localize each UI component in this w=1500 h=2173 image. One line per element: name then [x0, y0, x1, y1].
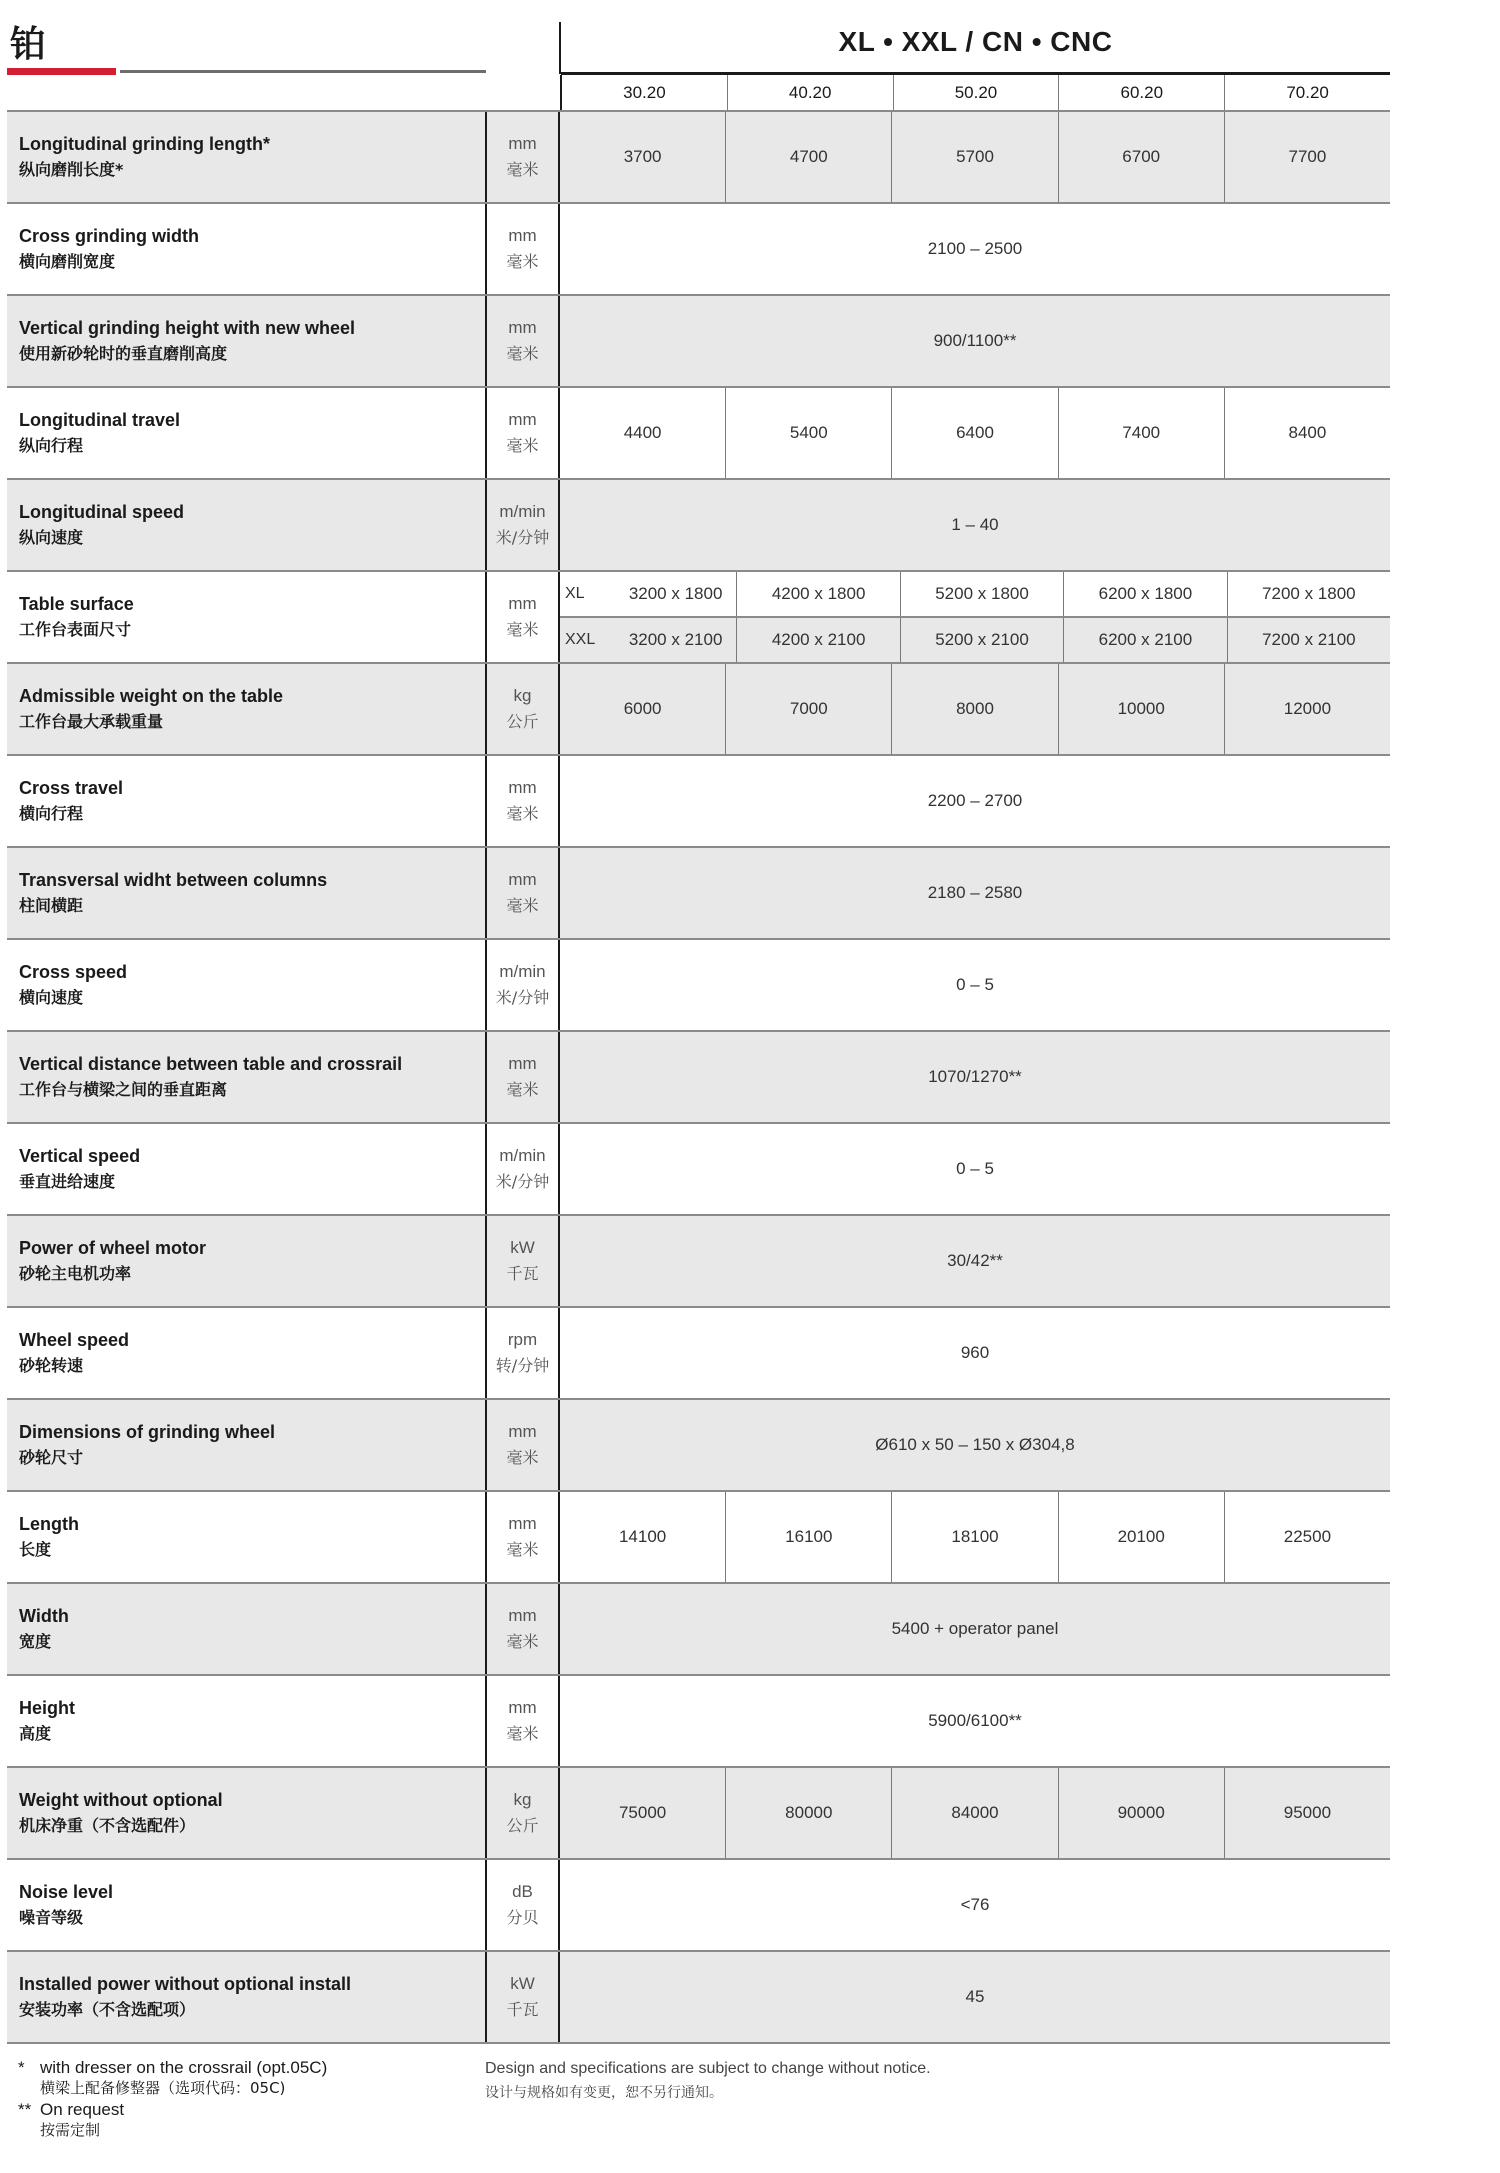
- value-cell: 6400: [891, 388, 1057, 478]
- spec-row: [7, 1398, 1390, 1490]
- value-cell: 4700: [725, 112, 891, 202]
- spec-unit: [485, 112, 560, 202]
- spec-label-en: Admissible weight on the table: [19, 686, 284, 706]
- spec-label: [7, 1216, 485, 1306]
- unit-zh: 毫米: [506, 1540, 539, 1559]
- spec-label-zh: 砂轮尺寸: [19, 1448, 84, 1467]
- spec-unit: [485, 940, 560, 1030]
- spec-label-zh: 砂轮主电机功率: [19, 1264, 132, 1283]
- unit-zh: 分贝: [506, 1908, 539, 1927]
- value-cell: 84000: [891, 1768, 1057, 1858]
- value-cell: 16100: [725, 1492, 891, 1582]
- page-title: 铂: [10, 24, 47, 65]
- spec-label-en: Longitudinal speed: [19, 502, 184, 522]
- value-text: 6200 x 1800: [1098, 584, 1193, 603]
- spec-unit: [485, 572, 560, 662]
- unit-en: mm: [508, 778, 537, 797]
- value-cell: 75000: [618, 1803, 667, 1822]
- value-cell: 6000: [623, 699, 662, 718]
- spec-label-zh: 横向速度: [19, 988, 84, 1007]
- footnote-mark: **: [18, 2100, 32, 2119]
- value-cell: 3700: [623, 147, 662, 166]
- value-text: 3200 x 2100: [628, 630, 723, 649]
- value-cell: [560, 618, 736, 662]
- value-cell: 95000: [1224, 1768, 1390, 1858]
- spec-label: [7, 112, 485, 202]
- spec-values: [560, 1952, 1390, 2042]
- spec-unit: [485, 1492, 560, 1582]
- value-text: 7200 x 2100: [1262, 630, 1356, 649]
- spec-label: [7, 1860, 485, 1950]
- title-divider: [120, 70, 486, 73]
- series-title: XL • XXL / CN • CNC: [838, 26, 1113, 57]
- value-cell: 8000: [891, 664, 1057, 754]
- spec-label-zh: 工作台表面尺寸: [19, 620, 132, 639]
- unit-zh: 米/分钟: [495, 528, 550, 547]
- spec-label-en: Noise level: [19, 1882, 114, 1902]
- value-text: 5200 x 1800: [935, 584, 1029, 603]
- unit-zh: 毫米: [506, 1080, 539, 1099]
- spec-unit: [485, 1952, 560, 2042]
- model-header: 60.20: [1058, 75, 1224, 111]
- spec-unit: [485, 204, 560, 294]
- value-cell: [900, 572, 1063, 616]
- value-span: 5900/6100**: [928, 1711, 1022, 1730]
- spec-label-en: Wheel speed: [19, 1330, 130, 1350]
- spec-label-zh: 纵向行程: [19, 436, 84, 455]
- spec-label: [7, 1032, 485, 1122]
- unit-en: mm: [508, 1514, 537, 1533]
- unit-en: mm: [508, 1054, 537, 1073]
- value-cell: [1227, 572, 1390, 616]
- spec-label-en: Cross grinding width: [19, 226, 199, 246]
- spec-label: [7, 388, 485, 478]
- footnotes: [18, 2057, 327, 2141]
- spec-unit: [485, 664, 560, 754]
- spec-unit: [485, 480, 560, 570]
- unit-en: rpm: [507, 1330, 538, 1349]
- unit-en: mm: [508, 410, 537, 429]
- unit-en: mm: [508, 318, 537, 337]
- spec-row: [7, 202, 1390, 294]
- value-span: 5400 + operator panel: [891, 1619, 1059, 1638]
- spec-label-zh: 柱间横距: [19, 896, 84, 915]
- spec-row: [7, 662, 1390, 754]
- spec-label: [7, 756, 485, 846]
- spec-label: [7, 572, 485, 662]
- spec-label-zh: 噪音等级: [19, 1908, 84, 1927]
- unit-en: mm: [508, 1422, 537, 1441]
- unit-zh: 毫米: [506, 620, 539, 639]
- spec-label-en: Vertical speed: [19, 1146, 141, 1166]
- value-cell: 6700: [1058, 112, 1224, 202]
- model-header: 70.20: [1224, 75, 1390, 111]
- spec-values: [560, 296, 1390, 386]
- spec-values: [560, 1584, 1390, 1674]
- spec-row: [7, 110, 1390, 202]
- spec-label-zh: 机床净重（不含选配件）: [19, 1816, 196, 1835]
- spec-row: [7, 754, 1390, 846]
- value-span: 2180 – 2580: [927, 883, 1023, 902]
- footnote: [18, 2099, 327, 2120]
- unit-zh: 公斤: [506, 712, 539, 731]
- footnote: [18, 2057, 327, 2078]
- value-span: 1 – 40: [951, 515, 999, 534]
- value-cell: 80000: [725, 1768, 891, 1858]
- spec-label: [7, 1768, 485, 1858]
- spec-values: [560, 848, 1390, 938]
- unit-zh: 米/分钟: [495, 1172, 550, 1191]
- unit-zh: 毫米: [506, 344, 539, 363]
- spec-label-en: Dimensions of grinding wheel: [19, 1422, 276, 1442]
- unit-zh: 米/分钟: [495, 988, 550, 1007]
- spec-label-en: Width: [19, 1606, 69, 1626]
- footnote-text-en: On request: [40, 2100, 125, 2119]
- spec-unit: [485, 1860, 560, 1950]
- spec-label-zh: 工作台与横梁之间的垂直距离: [19, 1080, 228, 1099]
- spec-label-en: Longitudinal travel: [19, 410, 181, 430]
- unit-en: mm: [508, 1698, 537, 1717]
- spec-values: [560, 480, 1390, 570]
- value-span: 900/1100**: [933, 331, 1017, 350]
- value-span: 45: [965, 1987, 985, 2006]
- model-header: 40.20: [727, 75, 893, 111]
- sub-rows: [560, 572, 1390, 662]
- spec-values: [560, 204, 1390, 294]
- unit-en: mm: [508, 870, 537, 889]
- unit-zh: 毫米: [506, 804, 539, 823]
- value-cell: 90000: [1058, 1768, 1224, 1858]
- spec-values: [560, 664, 1390, 754]
- unit-zh: 公斤: [506, 1816, 539, 1835]
- spec-values: [560, 1860, 1390, 1950]
- spec-row: [7, 1766, 1390, 1858]
- spec-label-en: Height: [19, 1698, 75, 1718]
- spec-label-zh: 工作台最大承载重量: [19, 712, 164, 731]
- spec-label-zh: 安装功率（不含选配项）: [19, 2000, 196, 2019]
- spec-values: [560, 112, 1390, 202]
- spec-values: [560, 1768, 1390, 1858]
- spec-unit: [485, 1308, 560, 1398]
- spec-label: [7, 1492, 485, 1582]
- spec-label: [7, 1124, 485, 1214]
- spec-label: [7, 1308, 485, 1398]
- spec-values: [560, 1676, 1390, 1766]
- unit-en: mm: [508, 226, 537, 245]
- value-cell: [736, 618, 899, 662]
- spec-label-en: Vertical grinding height with new wheel: [19, 318, 356, 338]
- spec-label-en: Weight without optional: [19, 1790, 223, 1810]
- value-text: 3200 x 1800: [628, 584, 723, 603]
- unit-en: kW: [510, 1974, 535, 1993]
- spec-unit: [485, 1676, 560, 1766]
- unit-zh: 毫米: [506, 896, 539, 915]
- sub-row: [560, 616, 1390, 662]
- value-span: <76: [960, 1895, 990, 1914]
- spec-label-zh: 宽度: [19, 1632, 52, 1651]
- spec-label-en: Vertical distance between table and crossrail: [19, 1054, 403, 1074]
- value-cell: 18100: [891, 1492, 1057, 1582]
- disclaimer: [485, 2057, 931, 2105]
- value-cell: 20100: [1058, 1492, 1224, 1582]
- spec-row: [7, 1490, 1390, 1582]
- disclaimer-zh: 设计与规格如有变更，恕不另行通知。: [485, 2085, 723, 2101]
- spec-row: [7, 1582, 1390, 1674]
- spec-label: [7, 1676, 485, 1766]
- unit-en: kW: [510, 1238, 535, 1257]
- spec-row: [7, 1306, 1390, 1398]
- spec-label: [7, 1952, 485, 2042]
- spec-label-zh: 高度: [19, 1724, 52, 1743]
- value-cell: 12000: [1224, 664, 1390, 754]
- unit-en: kg: [513, 686, 532, 705]
- unit-zh: 转/分钟: [495, 1356, 550, 1375]
- value-cell: 5400: [725, 388, 891, 478]
- spec-row: [7, 938, 1390, 1030]
- spec-row: [7, 1122, 1390, 1214]
- value-span: 1070/1270**: [928, 1067, 1022, 1086]
- spec-label: [7, 296, 485, 386]
- unit-zh: 毫米: [506, 160, 539, 179]
- spec-label-en: Table surface: [19, 594, 134, 614]
- value-text: 5200 x 2100: [935, 630, 1029, 649]
- unit-en: m/min: [499, 502, 546, 521]
- spec-label-en: Power of wheel motor: [19, 1238, 207, 1258]
- unit-en: m/min: [499, 1146, 546, 1165]
- value-cell: 4400: [623, 423, 662, 442]
- spec-row: [7, 294, 1390, 386]
- unit-zh: 毫米: [506, 1448, 539, 1467]
- value-cell: 22500: [1224, 1492, 1390, 1582]
- variant-tag: XXL: [565, 631, 596, 648]
- spec-row: [7, 1030, 1390, 1122]
- unit-zh: 毫米: [506, 1724, 539, 1743]
- value-span: 2100 – 2500: [927, 239, 1023, 258]
- spec-label-zh: 垂直进给速度: [19, 1172, 116, 1191]
- spec-row: [7, 1674, 1390, 1766]
- spec-label-zh: 使用新砂轮时的垂直磨削高度: [19, 344, 228, 363]
- value-span: Ø610 x 50 – 150 x Ø304,8: [875, 1435, 1075, 1454]
- variant-tag: XL: [565, 585, 585, 602]
- spec-unit: [485, 1032, 560, 1122]
- spec-row: [7, 846, 1390, 938]
- value-text: 6200 x 2100: [1098, 630, 1193, 649]
- spec-unit: [485, 1400, 560, 1490]
- value-span: 0 – 5: [956, 1159, 994, 1178]
- spec-label-zh: 砂轮转速: [19, 1356, 84, 1375]
- footnote-text-en: with dresser on the crossrail (opt.05C): [40, 2058, 328, 2077]
- spec-label-zh: 纵向磨削长度*: [19, 160, 124, 179]
- spec-values: [560, 940, 1390, 1030]
- value-cell: 5700: [891, 112, 1057, 202]
- spec-label-en: Longitudinal grinding length*: [19, 134, 270, 154]
- value-cell: [1063, 618, 1226, 662]
- spec-row: [7, 1858, 1390, 1950]
- unit-en: mm: [508, 134, 537, 153]
- unit-zh: 千瓦: [506, 1264, 539, 1283]
- spec-label: [7, 1584, 485, 1674]
- spec-values: [560, 1400, 1390, 1490]
- spec-label-zh: 横向磨削宽度: [19, 252, 116, 271]
- unit-zh: 毫米: [506, 1632, 539, 1651]
- value-cell: [560, 572, 736, 616]
- value-cell: [900, 618, 1063, 662]
- spec-values: [560, 756, 1390, 846]
- value-cell: [1063, 572, 1226, 616]
- spec-unit: [485, 1768, 560, 1858]
- unit-zh: 毫米: [506, 252, 539, 271]
- spec-values: [560, 572, 1390, 662]
- value-cell: 7000: [725, 664, 891, 754]
- spec-label-en: Transversal widht between columns: [19, 870, 328, 890]
- value-text: 4200 x 2100: [771, 630, 866, 649]
- spec-label-en: Cross travel: [19, 778, 124, 798]
- spec-values: [560, 1492, 1390, 1582]
- spec-values: [560, 388, 1390, 478]
- spec-unit: [485, 1216, 560, 1306]
- spec-label: [7, 1400, 485, 1490]
- spec-label-en: Length: [19, 1514, 79, 1534]
- footnote-text-zh: 按需定制: [40, 2121, 101, 2139]
- footnote-text-zh: 横梁上配备修整器（选项代码：05C): [40, 2079, 286, 2097]
- value-cell: 7400: [1058, 388, 1224, 478]
- spec-row: [7, 386, 1390, 478]
- disclaimer-en: Design and specifications are subject to change without notice.: [485, 2060, 931, 2077]
- value-span: 960: [960, 1343, 990, 1362]
- accent-bar: [7, 68, 116, 75]
- model-header: 30.20: [560, 75, 727, 111]
- spec-unit: [485, 1124, 560, 1214]
- footnote-mark: *: [18, 2058, 25, 2077]
- spec-unit: [485, 388, 560, 478]
- spec-row: [7, 478, 1390, 570]
- value-text: 7200 x 1800: [1262, 584, 1356, 603]
- spec-row: [7, 1950, 1390, 2044]
- spec-values: [560, 1216, 1390, 1306]
- unit-en: m/min: [499, 962, 546, 981]
- spec-unit: [485, 848, 560, 938]
- spec-label: [7, 664, 485, 754]
- footnote: [18, 2078, 327, 2099]
- spec-label: [7, 940, 485, 1030]
- value-cell: [1227, 618, 1390, 662]
- unit-zh: 毫米: [506, 436, 539, 455]
- value-cell: 8400: [1224, 388, 1390, 478]
- spec-row: [7, 570, 1390, 662]
- value-span: 0 – 5: [956, 975, 994, 994]
- value-text: 4200 x 1800: [771, 584, 866, 603]
- spec-label: [7, 204, 485, 294]
- unit-en: mm: [508, 594, 537, 613]
- value-span: 30/42**: [947, 1251, 1003, 1270]
- value-cell: [736, 572, 899, 616]
- spec-label-zh: 横向行程: [19, 804, 84, 823]
- spec-values: [560, 1308, 1390, 1398]
- unit-en: kg: [513, 1790, 532, 1809]
- spec-values: [560, 1032, 1390, 1122]
- footnote: [18, 2120, 327, 2141]
- spec-unit: [485, 756, 560, 846]
- spec-label-zh: 纵向速度: [19, 528, 84, 547]
- value-cell: 7700: [1224, 112, 1390, 202]
- value-cell: 14100: [618, 1527, 667, 1546]
- unit-en: dB: [512, 1882, 533, 1901]
- spec-label: [7, 480, 485, 570]
- model-header-row: [560, 75, 1390, 111]
- sub-row: [560, 572, 1390, 616]
- spec-label-en: Cross speed: [19, 962, 128, 982]
- spec-values: [560, 1124, 1390, 1214]
- unit-zh: 千瓦: [506, 2000, 539, 2019]
- model-header: 50.20: [893, 75, 1059, 111]
- spec-row: [7, 1214, 1390, 1306]
- spec-unit: [485, 1584, 560, 1674]
- spec-label: [7, 848, 485, 938]
- value-cell: 10000: [1058, 664, 1224, 754]
- spec-unit: [485, 296, 560, 386]
- spec-table: [7, 110, 1390, 2044]
- spec-label-en: Installed power without optional install: [19, 1974, 352, 1994]
- unit-en: mm: [508, 1606, 537, 1625]
- value-span: 2200 – 2700: [927, 791, 1023, 810]
- spec-label-zh: 长度: [19, 1540, 52, 1559]
